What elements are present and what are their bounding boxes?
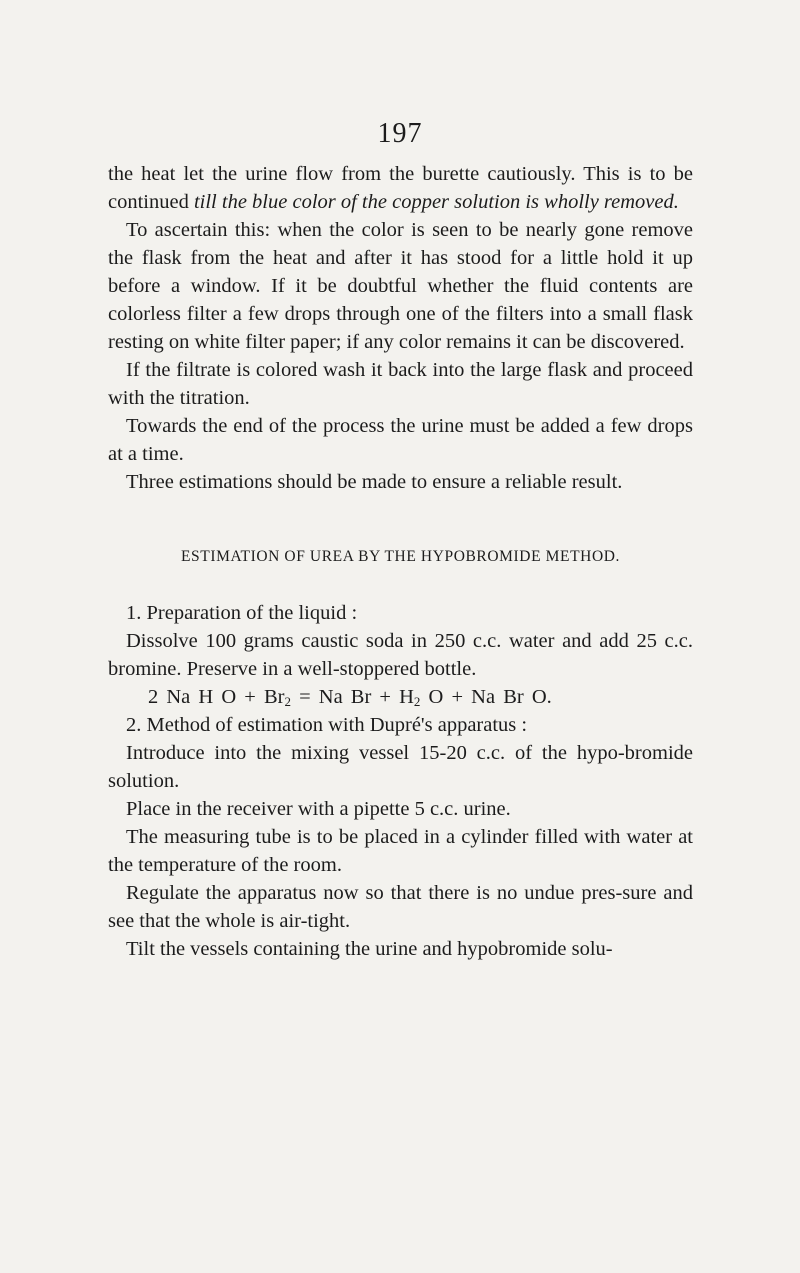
paragraph-introduce: Introduce into the mixing vessel 15-20 c.c. of the hypo-bromide solution. bbox=[108, 742, 693, 792]
paragraph-end-of-process: Towards the end of the process the urine must be added a few drops at a time. bbox=[108, 415, 693, 465]
italic-emphasis: till the blue color of the copper solution is wholly removed. bbox=[193, 191, 679, 213]
page-number: 197 bbox=[377, 118, 423, 149]
paragraph-regulate: Regulate the apparatus now so that there is no undue pres-sure and see that the whole is air-tight. bbox=[108, 882, 693, 932]
paragraph-burette-text: the heat let the urine flow from the burette cautiously. This is to be continued bbox=[108, 163, 693, 213]
step-method: 2. Method of estimation with Dupré's apparatus : bbox=[126, 714, 528, 736]
step-preparation: 1. Preparation of the liquid : bbox=[126, 602, 358, 624]
equation-part-1: 2 Na H O + Br bbox=[148, 686, 285, 708]
paragraph-estimations: Three estimations should be made to ensure a reliable result. bbox=[126, 471, 623, 493]
paragraph-place: Place in the receiver with a pipette 5 c.c. urine. bbox=[126, 798, 511, 820]
paragraph-burette bbox=[108, 160, 693, 216]
page-body bbox=[108, 160, 693, 963]
section-heading: ESTIMATION OF UREA BY THE HYPOBROMIDE METHOD. bbox=[180, 548, 621, 565]
paragraph-measuring: The measuring tube is to be placed in a cylinder filled with water at the temperature of the room. bbox=[108, 826, 693, 876]
paragraph-filtrate: If the filtrate is colored wash it back into the large flask and proceed with the titration. bbox=[108, 359, 693, 409]
paragraph-dissolve: Dissolve 100 grams caustic soda in 250 c.c. water and add 25 c.c. bromine. Preserve in a well-stoppered bottle. bbox=[108, 630, 693, 680]
equation-subscript-2: 2 bbox=[413, 694, 421, 709]
equation-part-2: = Na Br + H bbox=[290, 686, 414, 708]
equation-subscript-1: 2 bbox=[284, 694, 291, 709]
chemical-equation bbox=[108, 683, 693, 711]
equation-part-3: O + Na Br O. bbox=[420, 686, 552, 708]
paragraph-tilt: Tilt the vessels containing the urine and hypobromide solu- bbox=[126, 938, 613, 960]
paragraph-ascertain: To ascertain this: when the color is seen to be nearly gone remove the flask from the heat and after it has stood for a little hold it up before a window. If it be doubtful whether the fluid contents are colorless filter a few drops through one of the filters into a small flask resting on white filter paper; if any color remains it can be discovered. bbox=[108, 219, 693, 353]
